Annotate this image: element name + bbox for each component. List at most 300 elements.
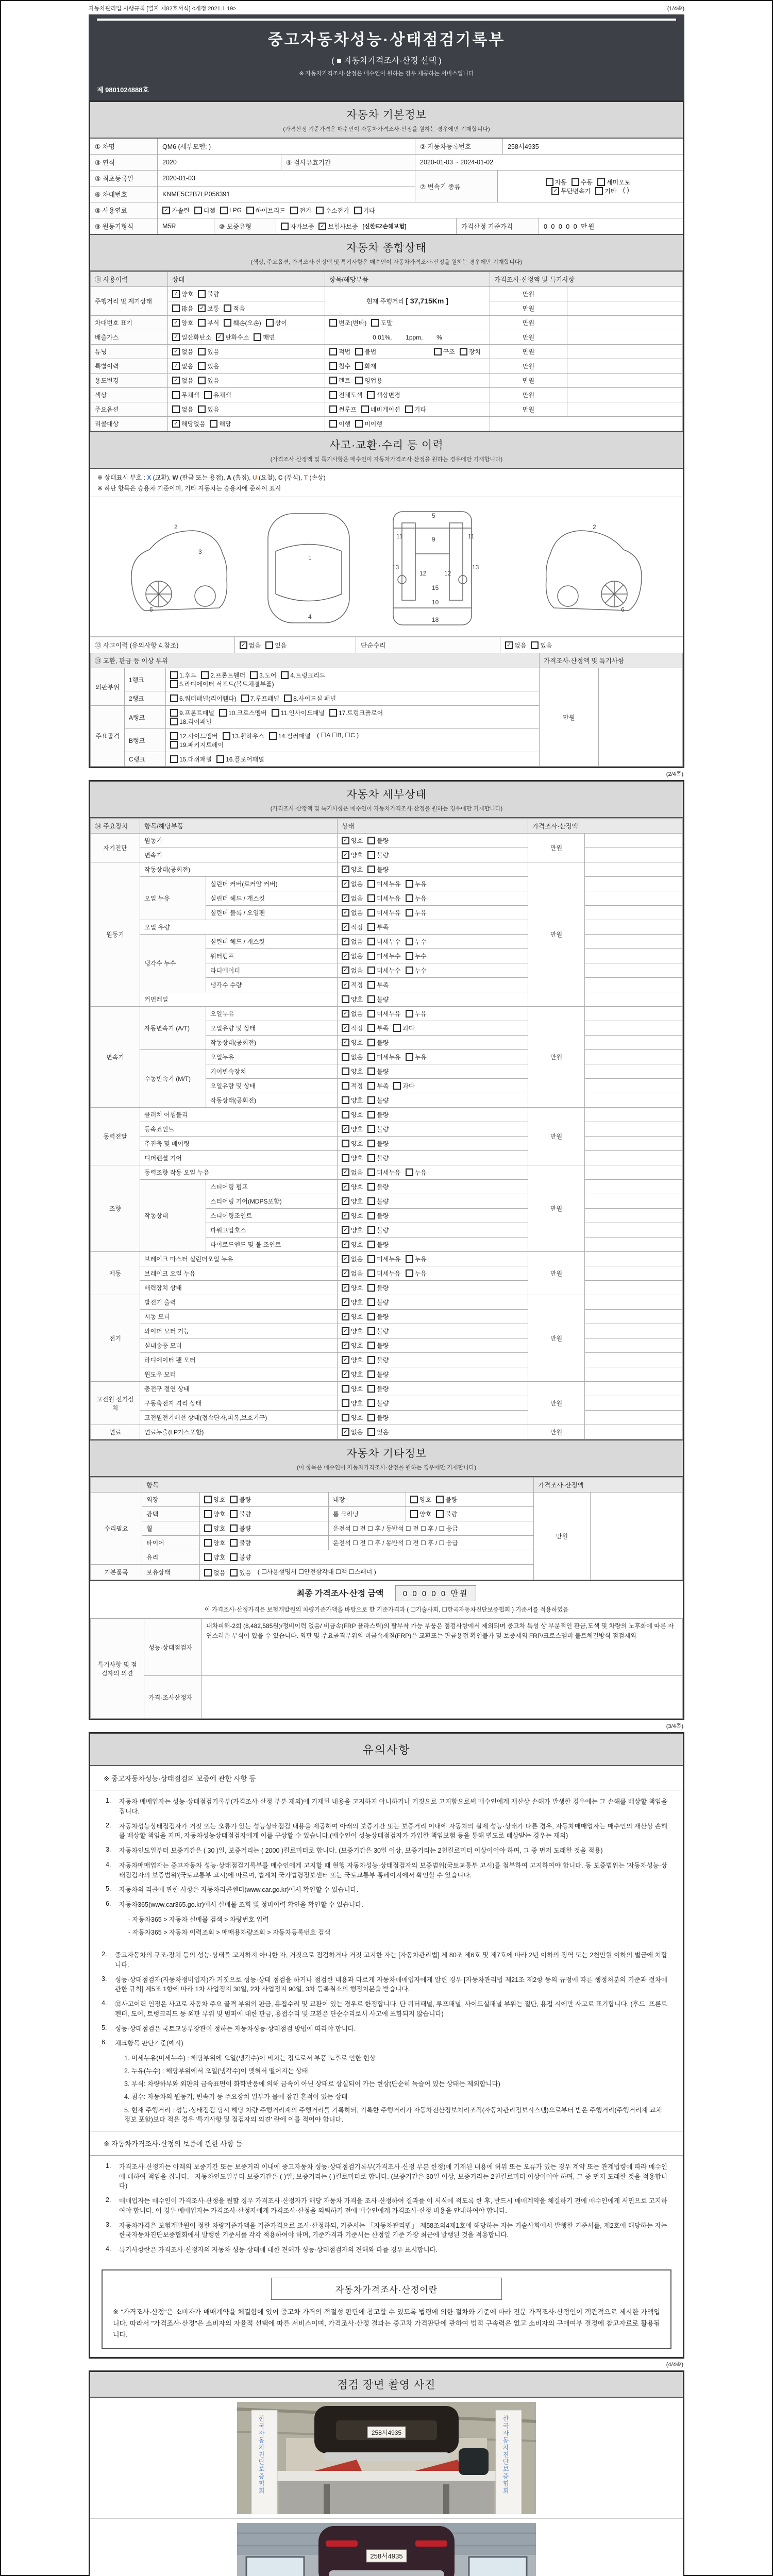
- checkbox-불량[interactable]: [367, 1384, 389, 1393]
- checkbox-1.후드[interactable]: [170, 671, 196, 680]
- checkbox-양호[interactable]: [342, 1283, 363, 1292]
- checkbox-양호[interactable]: [342, 1341, 363, 1350]
- options-state: [168, 402, 325, 417]
- checkbox-영업용[interactable]: [355, 376, 382, 385]
- checkbox-수소전기[interactable]: [316, 206, 349, 215]
- checkbox-불량[interactable]: [367, 1197, 389, 1206]
- checkbox-불량[interactable]: [367, 1096, 389, 1105]
- checkbox-label: 부식: [207, 319, 220, 327]
- col-header: 가격조사·산정액: [534, 1478, 683, 1493]
- checkbox-미세누유[interactable]: [367, 1053, 400, 1061]
- notice-item: [106, 2221, 667, 2241]
- checkbox-보험사보증[interactable]: [318, 222, 358, 231]
- checkbox-기타[interactable]: [354, 206, 375, 215]
- checkbox-box: ✓: [172, 348, 180, 355]
- checkbox-없음[interactable]: [342, 894, 363, 903]
- state-cell: [338, 1036, 528, 1050]
- checkbox-부족[interactable]: [367, 923, 389, 931]
- checkbox-양호[interactable]: [204, 1553, 225, 1562]
- checkbox-없음[interactable]: [342, 1255, 363, 1263]
- checkbox-적정[interactable]: [342, 1024, 363, 1032]
- checkbox-label: 불량: [239, 1539, 251, 1547]
- detail-row: [91, 1353, 683, 1367]
- checkbox-box: [230, 1553, 238, 1561]
- checkbox-box: [367, 923, 375, 931]
- legend-prefix: ※ 상태표시 부호 :: [97, 474, 145, 481]
- checkbox-label: 없음: [351, 1054, 363, 1061]
- checkbox-없음[interactable]: [342, 879, 363, 888]
- state-cell: [338, 1223, 528, 1238]
- item-label: 발전기 출력: [140, 1295, 338, 1310]
- checkbox-7.루프패널[interactable]: [241, 694, 279, 703]
- checkbox-label: 불량: [377, 1371, 389, 1378]
- checkbox-해당없음[interactable]: [172, 419, 205, 428]
- checkbox-양호[interactable]: [342, 1355, 363, 1364]
- checkbox-불량[interactable]: [230, 1553, 251, 1562]
- stock-state: [200, 1565, 534, 1580]
- checkbox-훼손(오손)[interactable]: [224, 318, 261, 327]
- item-label: 룸 크리닝: [329, 1507, 406, 1521]
- checkbox-양호[interactable]: [342, 1096, 363, 1105]
- checkbox-box: [342, 1067, 349, 1075]
- item-label: 기어변속장치: [206, 1064, 338, 1079]
- checkbox-양호[interactable]: [342, 1312, 363, 1321]
- checkbox-label: 보험사보증: [328, 223, 358, 230]
- checkbox-불량[interactable]: [367, 1240, 389, 1249]
- checkbox-불량[interactable]: [367, 1182, 389, 1191]
- checkbox-box: [230, 1510, 238, 1518]
- note-cell: [567, 359, 683, 374]
- checkbox-13.휠하우스[interactable]: [223, 732, 264, 740]
- stock-items: ( ☐사용설명서 ☐안전삼각대 ☐잭 ☐스패너 ): [257, 1568, 376, 1575]
- checkbox-미세누수[interactable]: [367, 937, 400, 946]
- checkbox-있음[interactable]: [198, 376, 219, 385]
- checkbox-label: 불량: [377, 1183, 389, 1191]
- checkbox-부식[interactable]: [198, 318, 219, 327]
- checkbox-미세누수[interactable]: [367, 966, 400, 975]
- checkbox-불량[interactable]: [367, 1110, 389, 1119]
- checkbox-누유[interactable]: [406, 1269, 427, 1278]
- group-label: 자기진단: [91, 834, 140, 862]
- detail-row: [91, 1180, 683, 1194]
- checkbox-불량[interactable]: [367, 1341, 389, 1350]
- notice-item-number: 4.: [102, 1999, 107, 2007]
- item-label: 라디에이터 팬 모터: [140, 1353, 338, 1367]
- checkbox-누유[interactable]: [406, 908, 427, 917]
- checkbox-9.프론트패널[interactable]: [170, 708, 214, 717]
- checkbox-없음[interactable]: [240, 641, 261, 650]
- checkbox-유채색[interactable]: [204, 391, 231, 399]
- checkbox-색상변경[interactable]: [367, 391, 400, 399]
- checkbox-불량[interactable]: [367, 1283, 389, 1292]
- checkbox-불량[interactable]: [367, 1125, 389, 1133]
- other-header-row: [91, 1478, 683, 1493]
- checkbox-탄화수소[interactable]: [216, 333, 249, 342]
- note-cell: [567, 330, 683, 345]
- checkbox-불량[interactable]: [367, 1327, 389, 1335]
- checkbox-box: [367, 1111, 375, 1118]
- checkbox-과다[interactable]: [393, 1024, 414, 1032]
- checkbox-미세누유[interactable]: [367, 1269, 400, 1278]
- checkbox-불량[interactable]: [367, 1154, 389, 1162]
- checkbox-양호[interactable]: [342, 865, 363, 874]
- frame-rail-left: [402, 523, 415, 600]
- checkbox-양호[interactable]: [342, 995, 363, 1004]
- checkbox-box: [367, 1197, 375, 1205]
- checkbox-미세누유[interactable]: [367, 894, 400, 903]
- checkbox-label: 누유: [414, 1169, 427, 1176]
- checkbox-없음[interactable]: [342, 952, 363, 960]
- checkbox-없음[interactable]: [505, 641, 526, 650]
- checkbox-양호[interactable]: [204, 1510, 225, 1518]
- checkbox-box: [434, 348, 442, 355]
- checkbox-box: [367, 1082, 375, 1090]
- checkbox-6.쿼터패널(리어휀다)[interactable]: [170, 694, 237, 703]
- checkbox-불량[interactable]: [367, 1139, 389, 1148]
- checkbox-구조[interactable]: [434, 347, 455, 356]
- checkbox-없음[interactable]: [172, 347, 193, 356]
- checkbox-수동[interactable]: [572, 178, 593, 187]
- checkbox-LPG[interactable]: [220, 207, 242, 214]
- checkbox-매연[interactable]: [254, 333, 275, 342]
- checkbox-2.프론트휀더[interactable]: [201, 671, 245, 680]
- checkbox-15.대쉬패널[interactable]: [170, 755, 212, 764]
- checkbox-label: 11.인사이드패널: [280, 709, 325, 717]
- checkbox-불법[interactable]: [355, 347, 376, 356]
- field-label: ② 자동차등록번호: [415, 139, 502, 154]
- checkbox-부족[interactable]: [367, 980, 389, 989]
- checkbox-썬루프[interactable]: [329, 405, 357, 414]
- checkbox-18.리어패널[interactable]: [170, 717, 212, 726]
- notice-item-number: 3.: [102, 1975, 107, 1982]
- checkbox-label: 불량: [377, 1299, 389, 1306]
- checkbox-부족[interactable]: [367, 1081, 389, 1090]
- checkbox-양호[interactable]: [172, 290, 193, 298]
- checkbox-label: 변조(변타): [339, 319, 367, 327]
- checkbox-양호[interactable]: [410, 1495, 431, 1504]
- notice-item-text: 자동차 매매업자는 성능·상태점검기록부(가격조사·산정 부분 제외)에 기재된 내용을 고지하지 아니하거나 거짓으로 고지함으로써 매수인에게 재산상 손해가 발생한 경우에는 그 손해를 배상할 책임을 집니다.: [119, 1798, 667, 1815]
- checkbox-있음[interactable]: [198, 347, 219, 356]
- checkbox-있음[interactable]: [531, 641, 552, 650]
- notice-item-text: 중고자동차의 구조·장치 등의 성능·상태를 고지하지 아니한 자, 거짓으로 점검하거나 거짓 고지한 자는 [자동차관리법] 제 80조 제6호 및 제7호에 따라 2년 이하의 징역 또는 2천만원 이하의 벌금에 처합니다.: [115, 1952, 667, 1969]
- checkbox-없음[interactable]: [172, 405, 193, 414]
- checkbox-양호[interactable]: [342, 1110, 363, 1119]
- checkbox-16.플로어패널[interactable]: [216, 755, 264, 764]
- col-header: [91, 1478, 142, 1493]
- checkbox-양호[interactable]: [204, 1524, 225, 1533]
- frame-rail-right: [449, 523, 463, 600]
- checkbox-불량[interactable]: [367, 1355, 389, 1364]
- checkbox-부족[interactable]: [367, 1024, 389, 1032]
- diagram-number: 1: [308, 554, 312, 562]
- checkbox-양호[interactable]: [172, 318, 193, 327]
- note-cell: [567, 287, 683, 301]
- checkbox-label: 불법: [364, 348, 377, 355]
- checkbox-box: [241, 694, 249, 702]
- checkbox-없음[interactable]: [342, 1428, 363, 1436]
- checkbox-label: 1.후드: [179, 672, 197, 679]
- checkbox-불량[interactable]: [436, 1510, 457, 1518]
- state-cell: [338, 1252, 528, 1266]
- vin-value: KNME5C2B7LP056391: [157, 187, 415, 202]
- checkbox-10.크로스멤버[interactable]: [219, 708, 267, 717]
- checkbox-디젤[interactable]: [194, 206, 215, 215]
- checkbox-label: 자가보증: [290, 223, 314, 230]
- checkbox-불량[interactable]: [230, 1538, 251, 1547]
- state-cell: [338, 1338, 528, 1353]
- checkbox-없음[interactable]: [342, 1168, 363, 1177]
- group-label: 제동: [91, 1252, 140, 1295]
- checkbox-label: 과다: [402, 1082, 415, 1090]
- note-cell: [585, 1367, 683, 1382]
- checkbox-box: ✓: [172, 319, 180, 327]
- checkbox-해당[interactable]: [210, 419, 231, 428]
- checkbox-양호[interactable]: [342, 851, 363, 859]
- item-label: 동력조향 작동 오일 누유: [140, 1165, 338, 1180]
- checkbox-누유[interactable]: [406, 1053, 427, 1061]
- checkbox-있음[interactable]: [198, 405, 219, 414]
- checkbox-기타[interactable]: [405, 405, 426, 414]
- checkbox-box: [246, 207, 254, 214]
- tuning-legal: [329, 347, 381, 356]
- checkbox-미세누유[interactable]: [367, 1009, 400, 1018]
- checkbox-불량[interactable]: [367, 1312, 389, 1321]
- checkbox-양호[interactable]: [342, 1182, 363, 1191]
- item-label: 파워고압호스: [206, 1223, 338, 1238]
- checkbox-있음[interactable]: [265, 641, 287, 650]
- checkbox-적법[interactable]: [329, 347, 350, 356]
- checkbox-box: [224, 319, 231, 327]
- checkbox-불량[interactable]: [367, 851, 389, 859]
- checkbox-불량[interactable]: [436, 1495, 457, 1504]
- col-header: ⑪ 사용이력: [91, 272, 168, 287]
- checkbox-없음[interactable]: [342, 1053, 363, 1061]
- inspection-period-value: 2020-01-03 ~ 2024-01-02: [415, 155, 683, 170]
- checkbox-이행[interactable]: [329, 419, 350, 428]
- checkbox-양호[interactable]: [410, 1510, 431, 1518]
- checkbox-box: ✓: [342, 1197, 349, 1205]
- checkbox-있음[interactable]: [230, 1568, 251, 1577]
- checkbox-box: [198, 319, 206, 327]
- checkbox-label: 부족: [377, 1025, 389, 1032]
- checkbox-label: 수동: [580, 178, 593, 186]
- checkbox-기타[interactable]: [595, 187, 616, 195]
- checkbox-전체도색[interactable]: [329, 391, 362, 399]
- checkbox-양호[interactable]: [342, 1384, 363, 1393]
- rankC-items: [166, 752, 540, 767]
- checkbox-없음[interactable]: [342, 937, 363, 946]
- checkbox-누유[interactable]: [406, 879, 427, 888]
- checkbox-5.라디에이터 서포트(볼트체결부품)[interactable]: [170, 680, 274, 688]
- checkbox-box: ✓: [342, 1183, 349, 1191]
- checkbox-불량[interactable]: [367, 1370, 389, 1379]
- checkbox-17.트렁크플로어[interactable]: [329, 708, 383, 717]
- checkbox-양호[interactable]: [342, 836, 363, 845]
- checkbox-누유[interactable]: [406, 1009, 427, 1018]
- checkbox-전기[interactable]: [290, 206, 311, 215]
- checkbox-상이[interactable]: [266, 318, 287, 327]
- state-cell: [338, 978, 528, 992]
- comp-row-tuning: [91, 345, 683, 359]
- checkbox-누수[interactable]: [406, 937, 427, 946]
- checkbox-불량[interactable]: [367, 865, 389, 874]
- checkbox-일산화탄소[interactable]: [172, 333, 211, 342]
- checkbox-적정[interactable]: [342, 980, 363, 989]
- checkbox-양호[interactable]: [204, 1538, 225, 1547]
- section-subtitle: (가격산정 기준가격은 매수인이 자동차가격조사·산정을 원하는 경우에만 기재합니다): [283, 126, 490, 132]
- checkbox-불량[interactable]: [367, 1298, 389, 1307]
- item-label: 브레이크 오일 누유: [140, 1266, 338, 1281]
- checkbox-불량[interactable]: [367, 1413, 389, 1422]
- checkbox-없음[interactable]: [204, 1568, 225, 1577]
- checkbox-양호[interactable]: [342, 1240, 363, 1249]
- checkbox-불량[interactable]: [367, 1399, 389, 1408]
- checkbox-label: 적정: [351, 1025, 363, 1032]
- checkbox-보통[interactable]: [198, 304, 219, 313]
- checkbox-label: 수소전기: [325, 207, 349, 214]
- checkbox-없음[interactable]: [342, 1009, 363, 1018]
- checkbox-불량[interactable]: [230, 1510, 251, 1518]
- checkbox-label: 누수: [414, 938, 427, 945]
- checkbox-box: [367, 952, 375, 960]
- rank-header-row: [91, 653, 683, 668]
- checkbox-양호[interactable]: [342, 1211, 363, 1220]
- checkbox-4.트렁크리드[interactable]: [281, 671, 325, 680]
- checkbox-19.패키지트레이[interactable]: [170, 740, 224, 749]
- checkbox-미세누유[interactable]: [367, 879, 400, 888]
- checkbox-label: 기타: [363, 207, 375, 214]
- stock-boxes: [204, 1568, 256, 1575]
- group-label: 변속기: [91, 1007, 140, 1108]
- checkbox-box: ✓: [240, 641, 247, 649]
- checkbox-미이행[interactable]: [355, 419, 382, 428]
- checkbox-도말[interactable]: [371, 318, 392, 327]
- polish-state: [200, 1507, 329, 1521]
- checkbox-양호[interactable]: [342, 1139, 363, 1148]
- checkbox-양호[interactable]: [342, 1038, 363, 1047]
- special-item: [325, 359, 490, 374]
- checkbox-누수[interactable]: [406, 952, 427, 960]
- checkbox-무채색[interactable]: [172, 391, 199, 399]
- rankB-boxes: [170, 732, 315, 739]
- item-label: 스티어링 기어(MDPS포함): [206, 1194, 338, 1209]
- checkbox-box: [220, 207, 228, 214]
- checkbox-네비게이션[interactable]: [361, 405, 400, 414]
- checkbox-화재[interactable]: [355, 362, 376, 370]
- checkbox-변조(변타)[interactable]: [329, 318, 366, 327]
- checkbox-양호[interactable]: [342, 1067, 363, 1076]
- checkbox-양호[interactable]: [342, 1327, 363, 1335]
- checkbox-누수[interactable]: [406, 966, 427, 975]
- checkbox-불량[interactable]: [230, 1524, 251, 1533]
- appraiser-remarks: [202, 1676, 683, 1719]
- col-header: 상태: [168, 272, 325, 287]
- field-label: ⑨ 원동기형식: [90, 218, 157, 234]
- checkbox-무단변속기[interactable]: [551, 187, 591, 195]
- checkbox-불량[interactable]: [230, 1495, 251, 1504]
- diagram-number: 12: [419, 570, 427, 577]
- checkbox-미세누수[interactable]: [367, 952, 400, 960]
- checkbox-침수[interactable]: [329, 362, 350, 370]
- note-cell: [585, 992, 683, 1007]
- checkbox-불량[interactable]: [367, 1067, 389, 1076]
- checkbox-미세누유[interactable]: [367, 1255, 400, 1263]
- checkbox-없음[interactable]: [342, 908, 363, 917]
- checkbox-자가보증[interactable]: [281, 222, 314, 231]
- checkbox-불량[interactable]: [367, 1226, 389, 1234]
- checkbox-양호[interactable]: [342, 1226, 363, 1234]
- checkbox-미세누유[interactable]: [367, 908, 400, 917]
- checkbox-label: 색상변경: [376, 392, 400, 399]
- checkbox-label: 없음: [181, 363, 194, 370]
- checkbox-14.필러패널[interactable]: [269, 732, 311, 740]
- checkbox-양호[interactable]: [342, 1298, 363, 1307]
- checkbox-양호[interactable]: [204, 1495, 225, 1504]
- checkbox-있음[interactable]: [198, 362, 219, 370]
- checkbox-적음[interactable]: [224, 304, 245, 313]
- checkbox-과다[interactable]: [393, 1081, 414, 1090]
- checkbox-하이브리드[interactable]: [246, 206, 285, 215]
- checkbox-불량[interactable]: [367, 1038, 389, 1047]
- checkbox-양호[interactable]: [342, 1154, 363, 1162]
- checkbox-렌트[interactable]: [329, 376, 350, 385]
- checkbox-미세누유[interactable]: [367, 1168, 400, 1177]
- checkbox-가솔린[interactable]: [162, 206, 190, 215]
- checkbox-양호[interactable]: [342, 1370, 363, 1379]
- checkbox-없음[interactable]: [172, 362, 193, 370]
- checkbox-양호[interactable]: [342, 1399, 363, 1408]
- checkbox-box: ✓: [342, 880, 349, 888]
- checkbox-장치[interactable]: [460, 347, 481, 356]
- checkbox-양호[interactable]: [342, 1197, 363, 1206]
- checkbox-없음[interactable]: [342, 1269, 363, 1278]
- checkbox-8.사이드실 패널[interactable]: [284, 694, 336, 703]
- checkbox-누유[interactable]: [406, 1168, 427, 1177]
- checkbox-적정[interactable]: [342, 1081, 363, 1090]
- checkbox-불량[interactable]: [367, 995, 389, 1004]
- checkbox-12.사이드멤버[interactable]: [170, 732, 218, 740]
- emission-state: [168, 330, 325, 345]
- checkbox-3.도어[interactable]: [250, 671, 276, 680]
- checkbox-세미오토[interactable]: [597, 178, 630, 187]
- checkbox-11.인사이드패널[interactable]: [272, 708, 325, 717]
- checkbox-많음[interactable]: [172, 304, 193, 313]
- price-cell: 만원: [528, 1007, 585, 1108]
- checkbox-불량[interactable]: [367, 1211, 389, 1220]
- checkbox-없음[interactable]: [342, 966, 363, 975]
- checkbox-불량[interactable]: [198, 290, 219, 298]
- checkbox-누유[interactable]: [406, 1255, 427, 1263]
- checkbox-양호[interactable]: [342, 1413, 363, 1422]
- checkbox-box: ✓: [342, 837, 349, 844]
- checkbox-자동[interactable]: [546, 178, 567, 187]
- checkbox-불량[interactable]: [367, 836, 389, 845]
- state-cell: [338, 1324, 528, 1338]
- checkbox-box: [170, 671, 178, 679]
- checkbox-양호[interactable]: [342, 1125, 363, 1133]
- checkbox-적정[interactable]: [342, 923, 363, 931]
- checkbox-있음[interactable]: [367, 1428, 389, 1436]
- group-label: 동력전달: [91, 1108, 140, 1165]
- checkbox-없음[interactable]: [172, 376, 193, 385]
- notice-item: [106, 1900, 667, 1910]
- notice-section-a: ※ 중고자동차성능·상태점검의 보증에 관한 사항 등: [90, 1766, 683, 1790]
- checkbox-누유[interactable]: [406, 894, 427, 903]
- checkbox-label: 불량: [239, 1554, 251, 1561]
- notice-item-number: 2.: [102, 1951, 107, 1958]
- checkbox-label: 많음: [181, 305, 194, 312]
- comprehensive-table: [90, 272, 683, 431]
